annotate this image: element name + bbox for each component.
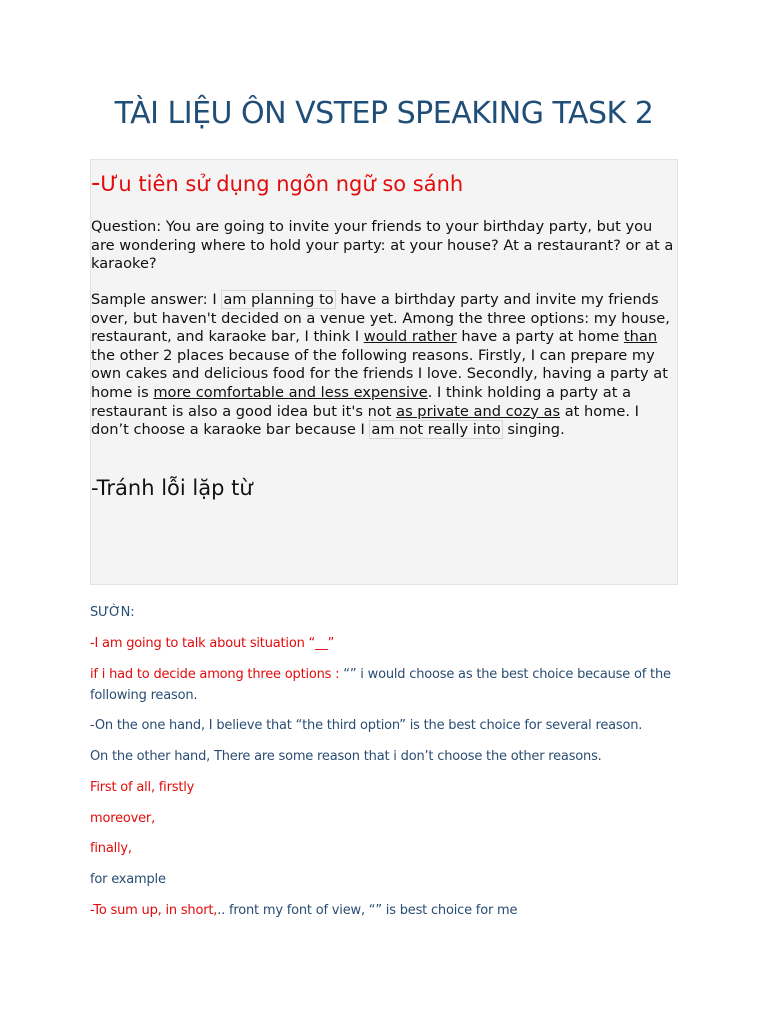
outline-line: First of all, firstly [90,780,195,795]
phrase-box: am planning to [223,291,334,308]
outline-line: moreover, [90,811,155,826]
underlined-phrase: would rather [363,328,457,346]
page-title: TÀI LIỆU ÔN VSTEP SPEAKING TASK 2 [114,96,654,131]
outline-line: -To sum up, in short,.. front my font of view, “” is best choice for me [90,903,518,918]
outline-line: if i had to decide among three options : “” i would choose as the best choice because of the [90,667,671,682]
sample-answer: Sample answer: I am planning to have a birthday party and invite my friends over, but haven't decided on a venue yet. Among the three options: my house, restaurant, and karaoke bar, I think I would rather have a party at home than the other 2 places because of the following reasons. Firstly, I can prepare my own cakes and delicious food for the friends I love. Secondly, having a party at home is more comfortable and less expensive. I think holding a party at a restaurant is also a good idea but it's not as private and cozy as at home. I don’t choose a karaoke bar because I am not really into singing. [91,291,670,439]
outline-label: SƯỜN: [90,605,135,620]
outline-line: finally, [90,841,132,856]
outline-line: for example [90,872,166,887]
underlined-phrase: than [623,328,658,346]
sample-box [90,159,678,585]
outline-line: -I am going to talk about situation “__” [90,636,335,651]
underlined-phrase: more comfortable and less expensive [153,383,428,401]
phrase-box: am not really into [371,421,501,439]
underlined-phrase: as private and cozy as [396,402,561,420]
outline-line: On the other hand, There are some reason that i don’t choose the other reasons. [90,749,602,764]
outline-line: following reason. [90,688,198,703]
heading-comparison: -Ưu tiên sử dụng ngôn ngữ so sánh [91,168,464,198]
heading-avoid-repetition: -Tránh lỗi lặp từ [91,476,253,500]
outline-line: -On the one hand, I believe that “the third option” is the best choice for several reason. [90,718,643,733]
question-text: Question: You are going to invite your friends to your birthday party, but you are wondering where to hold your party: at your house? At a restaurant? or at a karaoke? [91,218,674,273]
